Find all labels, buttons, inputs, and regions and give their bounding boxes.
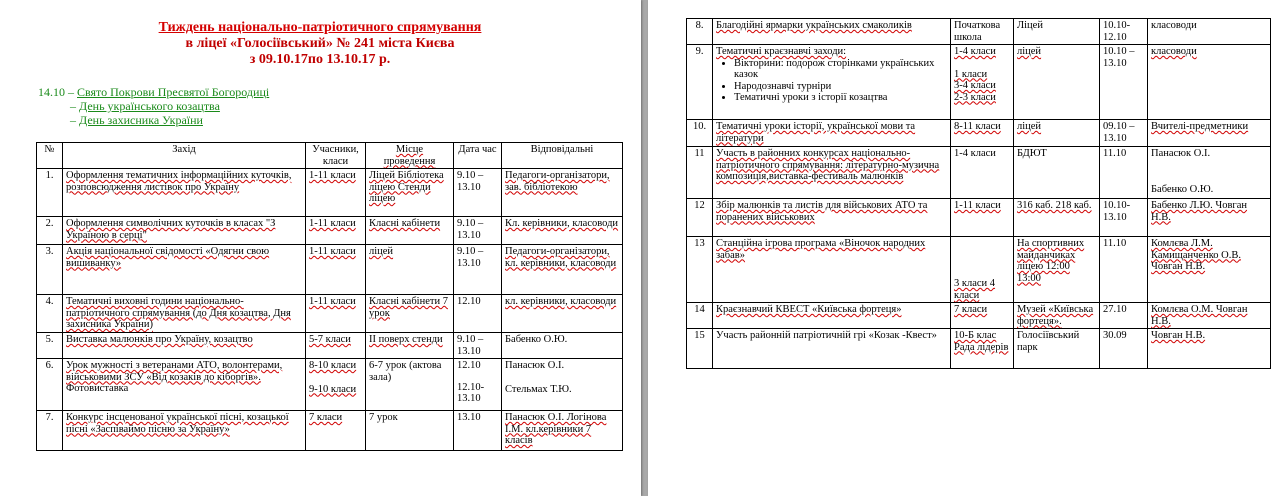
cell-date: 30.09 — [1100, 329, 1148, 369]
document-page-left — [0, 0, 641, 496]
cell-place: 6-7 урок (актова зала) — [366, 359, 454, 411]
list-item: • Вікторини: подорож сторінками українських казок — [734, 58, 947, 81]
cell-num: 13 — [687, 237, 713, 303]
cell-place: Класні кабінети 7 урок — [366, 295, 454, 333]
table-row — [687, 199, 1271, 237]
title-line-2: в ліцеї «Голосіївський» № 241 міста Києва — [185, 36, 455, 51]
cell-participants-extra: 9-10 класи — [309, 383, 357, 395]
cell-participants — [306, 359, 366, 411]
header-responsible: Відповідальні — [502, 143, 623, 169]
cell-responsible: Бабенко Л.Ю. Човган Н.В. — [1148, 199, 1271, 237]
table-row — [37, 217, 623, 245]
header-event: Захід — [63, 143, 306, 169]
cell-num: 15 — [687, 329, 713, 369]
cell-event: Оформлення тематичних інформаційних куточків, розповсюдження листівок про Україну — [63, 169, 306, 217]
list-item: • Народознавчі турніри — [734, 81, 947, 93]
table-row — [37, 169, 623, 217]
cell-place: Класні кабінети — [366, 217, 454, 245]
cell-event: Збір малюнків та листів для військових АТО та поранених військових — [713, 199, 951, 237]
participants-line: 1-4 класи — [954, 46, 996, 57]
cell-event: Участь районній патріотичній грі «Козак -Квест» — [713, 329, 951, 369]
table-row — [37, 359, 623, 411]
cell-num: 11 — [687, 147, 713, 199]
cell-event-text: Урок мужності з ветеранами АТО, волонтерами, військовими ЗСУ «Від козаків до кіборгів». — [66, 360, 283, 383]
cell-responsible: кл. керівники, класоводи — [502, 295, 623, 333]
cell-date: 10.10-12.10 — [1100, 19, 1148, 45]
table-row — [37, 411, 623, 451]
table-row — [687, 45, 1271, 120]
cell-place: ліцей — [1014, 120, 1100, 147]
cell-num: 3. — [37, 245, 63, 295]
cell-responsible: класоводи — [1148, 45, 1271, 120]
cell-date: 10.10 – 13.10 — [1100, 45, 1148, 120]
event-defender-day: День захисника України — [79, 113, 203, 127]
bullet-list — [716, 58, 947, 104]
cell-place: Ліцей Бібліотека ліцею Стенди ліцею — [366, 169, 454, 217]
cell-event: Участь в районних конкурсах національно-патріотичного спрямування: літературно-музична композиція,виставка-фестиваль малюнків — [713, 147, 951, 199]
cell-event: Благодійні ярмарки українських смаколиків — [713, 19, 951, 45]
cell-date: 09.10 – 13.10 — [1100, 120, 1148, 147]
cell-place: Ліцей — [1014, 19, 1100, 45]
cell-event-extra: Фотовиставка — [66, 383, 129, 394]
cell-participants: 8-11 класи — [951, 120, 1014, 147]
cell-num: 4. — [37, 295, 63, 333]
cell-event-text: Тематичні краєзнавчі заходи: — [716, 46, 847, 57]
cell-event: Виставка малюнків про Україну, козацтво — [63, 333, 306, 359]
cell-num: 8. — [687, 19, 713, 45]
table-header-row — [37, 143, 623, 169]
header-num: № — [37, 143, 63, 169]
cell-participants: 1-11 класи — [306, 217, 366, 245]
table-row — [37, 295, 623, 333]
cell-place: На спортивних майданчиках ліцею 12:00 13:00 — [1014, 237, 1100, 303]
title-line-1: Тиждень національно-патріотичного спрямування — [158, 20, 482, 35]
header-participants: Учасники, класи — [306, 143, 366, 169]
event-cossack-day: День українського козацтва — [79, 99, 220, 113]
cell-responsible: Педагоги-організатори, зав. бібліотекою — [502, 169, 623, 217]
cell-responsible: Бабенко О.Ю. — [502, 333, 623, 359]
cell-date: 10.10-13.10 — [1100, 199, 1148, 237]
cell-date: 9.10 – 13.10 — [454, 217, 502, 245]
cell-event — [63, 359, 306, 411]
table-row — [687, 303, 1271, 329]
cell-date: 27.10 — [1100, 303, 1148, 329]
cell-date: 9.10 – 13.10 — [454, 245, 502, 295]
cell-participants: 1-11 класи — [951, 199, 1014, 237]
cell-place: ліцей — [1014, 45, 1100, 120]
header-place: Місце проведення — [366, 143, 454, 169]
cell-responsible — [1148, 147, 1271, 199]
cell-date: 11.10 — [1100, 147, 1148, 199]
event-dash: – — [70, 113, 79, 127]
participants-line: 2-3 класи — [954, 91, 996, 103]
cell-event: Оформлення символічних куточків в класах "З Україною в серці" — [63, 217, 306, 245]
cell-num: 5. — [37, 333, 63, 359]
cell-participants: 1-11 класи — [306, 245, 366, 295]
cell-event: Тематичні виховні години національно-патріотичного спрямування (до Дня козацтва, Дня захисника України) — [63, 295, 306, 333]
schedule-table-part1 — [36, 142, 623, 451]
cell-participants: 1-11 класи — [306, 295, 366, 333]
cell-responsible: класоводи — [1148, 19, 1271, 45]
cell-date: 9.10 – 13.10 — [454, 169, 502, 217]
cell-responsible: Вчителі-предметники — [1148, 120, 1271, 147]
schedule-table-part2 — [686, 18, 1271, 369]
table-row — [687, 19, 1271, 45]
event-pokrova: Свято Покрови Пресвятої Богородиці — [77, 85, 270, 99]
document-title — [120, 20, 520, 68]
cell-participants: 7 класи — [951, 303, 1014, 329]
list-item: • Тематичні уроки з історії козацтва — [734, 92, 947, 104]
participants-line: 3-4 класи — [954, 80, 996, 91]
cell-place: Музей «Київська фортеця». — [1014, 303, 1100, 329]
table-row — [37, 333, 623, 359]
cell-place: БДЮТ — [1014, 147, 1100, 199]
cell-place: 316 каб. 218 каб. — [1014, 199, 1100, 237]
event-dash: – — [70, 99, 79, 113]
event-line-1 — [38, 85, 269, 99]
cell-num: 10. — [687, 120, 713, 147]
cell-participants-text: 8-10 класи — [309, 360, 357, 371]
cell-event: Акція національної свідомості «Одягни свою вишиванку» — [63, 245, 306, 295]
header-date: Дата час — [454, 143, 502, 169]
cell-responsible-extra: Стельмах Т.Ю. — [505, 383, 572, 395]
cell-event: Конкурс інсценованої української пісні, козацької пісні «Заспіваймо пісню за Україну» — [63, 411, 306, 451]
cell-responsible: Човган Н.В. — [1148, 329, 1271, 369]
cell-responsible-extra: Бабенко О.Ю. — [1151, 183, 1214, 195]
cell-date-text: 12.10 — [457, 360, 481, 371]
cell-event: Краєзнавчий КВЕСТ «Київська фортеця» — [713, 303, 951, 329]
cell-participants: Початкова школа — [951, 19, 1014, 45]
cell-place: 7 урок — [366, 411, 454, 451]
cell-date — [454, 359, 502, 411]
cell-event: Станційна ігрова програма «Віночок народних забав» — [713, 237, 951, 303]
cell-num: 9. — [687, 45, 713, 120]
cell-date: 9.10 – 13.10 — [454, 333, 502, 359]
cell-num: 7. — [37, 411, 63, 451]
cell-event — [713, 45, 951, 120]
participants-line: 1 класи — [954, 68, 988, 80]
table-row — [37, 245, 623, 295]
cell-num: 1. — [37, 169, 63, 217]
events-list — [38, 85, 269, 127]
cell-place: ІІ поверх стенди — [366, 333, 454, 359]
cell-responsible: Комлєва О.М. Човган Н.В. — [1148, 303, 1271, 329]
table-row — [687, 237, 1271, 303]
cell-participants: 7 класи — [306, 411, 366, 451]
cell-date-extra: 12.10-13.10 — [457, 381, 485, 404]
cell-num: 12 — [687, 199, 713, 237]
cell-responsible: Кл. керівники, класоводи — [502, 217, 623, 245]
cell-date: 12.10 — [454, 295, 502, 333]
cell-participants: 3 класи 4 класи — [951, 237, 1014, 303]
cell-responsible-text: Панасюк О.І. — [505, 360, 565, 371]
cell-date: 11.10 — [1100, 237, 1148, 303]
cell-participants: 5-7 класи — [306, 333, 366, 359]
cell-place: Голосіївський парк — [1014, 329, 1100, 369]
title-line-3: з 09.10.17по 13.10.17 р. — [249, 52, 391, 67]
cell-event: Тематичні уроки історії, української мови та літератури — [713, 120, 951, 147]
participants-line — [954, 58, 1010, 69]
cell-participants: 10-Б клас Рада лідерів — [951, 329, 1014, 369]
table-row — [687, 147, 1271, 199]
cell-num: 6. — [37, 359, 63, 411]
document-page-right — [648, 0, 1288, 496]
cell-num: 2. — [37, 217, 63, 245]
cell-responsible: Комлєва Л.М. Камищанченко О.В. Човган Н.В. — [1148, 237, 1271, 303]
event-line-3 — [38, 113, 269, 127]
cell-place: ліцей — [366, 245, 454, 295]
event-line-2 — [38, 99, 269, 113]
table-row — [687, 329, 1271, 369]
cell-responsible: Педагоги-організатори, кл. керівники, класоводи — [502, 245, 623, 295]
cell-responsible — [502, 359, 623, 411]
cell-responsible: Панасюк О.І. Логінова І.М. кл.керівники 7 класів — [502, 411, 623, 451]
event-date-prefix: 14.10 – — [38, 85, 77, 99]
cell-participants: 1-4 класи — [951, 147, 1014, 199]
cell-participants: 1-11 класи — [306, 169, 366, 217]
table-row — [687, 120, 1271, 147]
cell-date: 13.10 — [454, 411, 502, 451]
cell-participants — [951, 45, 1014, 120]
cell-num: 14 — [687, 303, 713, 329]
cell-responsible-text: Панасюк О.І. — [1151, 148, 1211, 159]
